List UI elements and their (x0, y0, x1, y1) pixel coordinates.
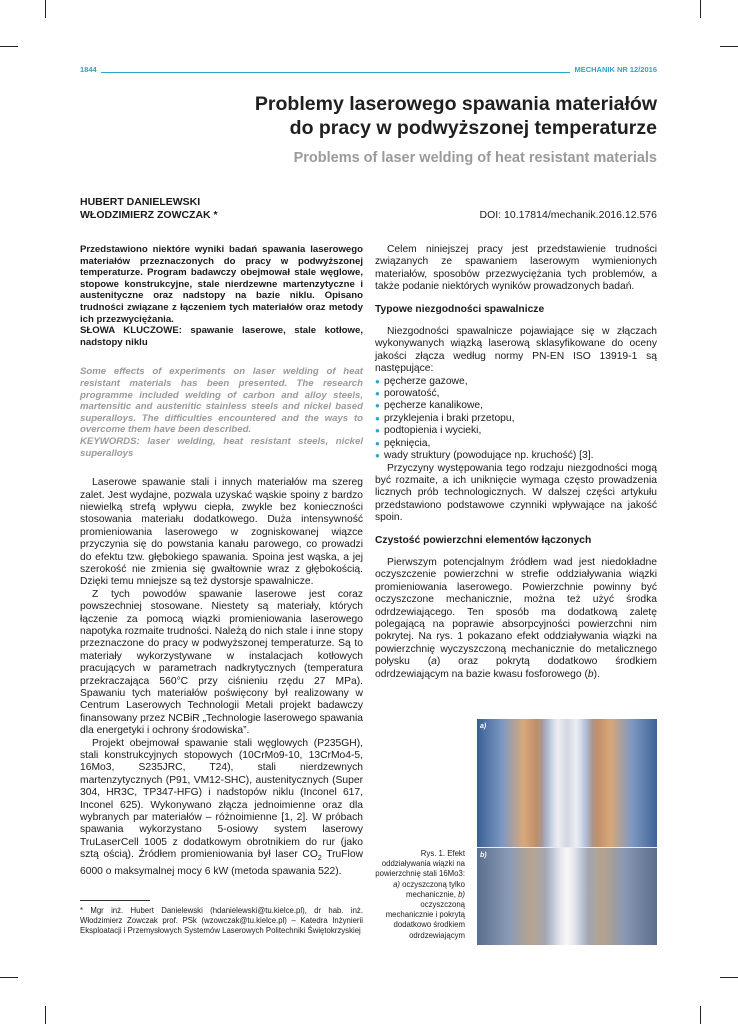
paragraph: Przyczyny występowania tego rodzaju niezgodności mogą być rozmaite, a ich uniknięcie wymaga często prowadzenia licznych prób technologicznych. W dalszej części artykułu przedstawiono podstawowe czynniki wpływające na jakość spoin. (375, 462, 657, 524)
paragraph: Laserowe spawanie stali i innych materiałów ma szereg zalet. Jest wydajne, pozwala uzyskać wąskie spoiny z bardzo niewielką strefą wpływu ciepła, zwykle bez konieczności stosowania materiału dodatkowego. Duża intensywność promieniowania laserowego w zogniskowanej wiązce przyczynia się do powstania kanału parowego, co prowadzi do efektu tzw. głębokiego spawania. Spoina jest wąska, a jej szerokość nie zmienia się gwałtownie wraz z głębokością. Dzięki temu mniejsze są też dystorsje spawalnicze. (80, 477, 363, 588)
crop-mark (700, 0, 701, 18)
magazine-issue: MECHANIK NR 12/2016 (570, 65, 657, 74)
list-item: ● pęknięcia, (375, 438, 657, 450)
footnote-rule (80, 900, 150, 901)
text-run: oczyszczoną tylko mechanicznie, (400, 879, 465, 899)
list-item: ● podtopienia i wycieki, (375, 425, 657, 437)
paragraph: Z tych powodów spawanie laserowe jest coraz powszechniej stosowane. Niestety są materiały, których łączenie za pomocą wiązki promieniowania laserowego napotyka rozmaite trudności. Należą do nich stale i inne stopy przeznaczone do pracy w podwyższonej temperaturze. Są to materiały wykorzystywane w instalacjach kotłowych pracujących w parametrach nadkrytycznych (temperatura przekraczająca 560°C przy ciśnieniu rzędu 27 MPa). Spawaniu tych materiałów poświęcony był realizowany w Centrum Laserowych Technologii Metali projekt badawczy finansowany przez NCBiR „Technologie laserowego spawania dla energetyki i ochrony środowiska”. (80, 588, 363, 737)
article-subtitle: Problems of laser welding of heat resistant materials (293, 150, 657, 166)
abstract-english (80, 366, 363, 459)
figure-label-a: a) (480, 723, 487, 730)
author: HUBERT DANIELEWSKI (80, 196, 201, 208)
title-line: do pracy w podwyższonej temperaturze (289, 117, 657, 139)
crop-mark (45, 0, 46, 18)
right-column (375, 244, 657, 681)
text-run: Rys. 1. Efekt oddziaływania wiązki na powierzchnię stali 16Mo3: (375, 849, 465, 879)
section-heading: Typowe niezgodności spawalnicze (375, 303, 545, 315)
paragraph (375, 557, 657, 681)
text-run: oczyszczoną mechanicznie i pokrytą dodatkowo środkiem odrdzewiającym (385, 900, 465, 940)
header-rule (100, 72, 650, 73)
page-number: 1844 (80, 65, 101, 74)
abstract-text: Some effects of experiments on laser welding of heat resistant materials has been presented. The research programme included welding of carbon and alloy steels, martensitic and austenitic stainless steels and nickel based superalloys. The difficulties encountered and the ways to overcome them have been described. (80, 366, 363, 436)
doi: DOI: 10.17814/mechanik.2016.12.576 (479, 209, 657, 221)
list-item: ● wady struktury (powodujące np. kruchość) [3]. (375, 450, 657, 462)
paragraph (80, 738, 363, 879)
abstract-polish (80, 244, 363, 348)
figure-caption (375, 849, 465, 941)
figure-label-b: b) (480, 852, 487, 859)
authors (80, 196, 218, 222)
crop-mark (0, 46, 18, 47)
defect-list (375, 376, 657, 463)
article-title (137, 92, 657, 140)
author: WŁODZIMIERZ ZOWCZAK * (80, 209, 218, 221)
keywords-polish: SŁOWA KLUCZOWE: spawanie laserowe, stale kotłowe, nadstopy niklu (80, 325, 363, 348)
list-item: ● pęcherze gazowe, (375, 376, 657, 388)
text-run: b) (458, 889, 465, 899)
crop-mark (720, 46, 738, 47)
title-line: Problemy laserowego spawania materiałów (254, 93, 657, 115)
crop-mark (45, 1006, 46, 1024)
list-item: ● porowatość, (375, 388, 657, 400)
paragraph: Celem niniejszej pracy jest przedstawienie trudności związanych ze spawaniem laserowym wymienionych materiałów, sposobów przezwyciężania tych problemów, a także podanie niektórych wyników prowadzonych badań. (375, 244, 657, 293)
crop-mark (720, 977, 738, 978)
text-run: Projekt obejmował spawanie stali węglowych (P235GH), stali konstrukcyjnych stopowych (10CrMo9-10, 13CrMo4-5, 16Mo3, S235JRC, T24), stali nierdzewnych martenzytycznych (P91, VM12-SHC), austenitycznych (Super 304, HR3C, TP347-HFG) i nadstopów niklu (Inconel 617, Inconel 625). Wykonywano złącza jednoimienne oraz dla wybranych par materiałów – różnoimienne [1, 2]. W próbach spawania wykorzystano 5-osiowy system laserowy TruLaserCell 1005 z dodatkowym obrotnikiem do rur (jako sztą ością). Źródłem promieniowania był laser CO (80, 737, 363, 861)
text-run: ). (593, 668, 600, 680)
abstract-text: Przedstawiono niektóre wyniki badań spawania laserowego materiałów przeznaczonych do pracy w podwyższonej temperaturze. Program badawczy obejmował stale węglowe, stopowe konstrukcyjne, stale nierdzewne martenzytyczne i austenityczne oraz nadstopy na bazie niklu. Opisano trudności związane z łączeniem tych materiałów oraz metody ich przezwyciężania. (80, 244, 363, 325)
keywords-english: KEYWORDS: laser welding, heat resistant steels, nickel superalloys (80, 435, 363, 459)
left-column (80, 244, 363, 878)
weld-photo (477, 719, 657, 945)
weld-photo-b (477, 847, 657, 945)
section-heading: Czystość powierzchni elementów łączonych (375, 534, 592, 546)
paragraph: Niezgodności spawalnicze pojawiające się w złączach wykonywanych wiązką laserową sklasyfikowane do oceny jakości złącza według normy PN-EN ISO 13919-1 są następujące: (375, 326, 657, 375)
text-run: a (431, 656, 437, 668)
text-run: Pierwszym potencjalnym źródłem wad jest niedokładne oczyszczenie powierzchni w strefie oddziaływania wiązki promieniowania laserowego. Powierzchnie powinny być oczyszczone mechanicznie, można też użyć środka odrdzewiającego. Ten sposób ma dodatkową zaletę polegającą na poprawie absorpcyjności powierzchni nim pokrytej. Na rys. 1 pokazano efekt oddziaływania wiązki na powierzchnię wyczyszczoną mechanicznie do metalicznego połysku ( (375, 556, 657, 668)
list-item: ● pęcherze kanalikowe, (375, 400, 657, 412)
list-item: ● przyklejenia i braki przetopu, (375, 413, 657, 425)
footnote: * Mgr inż. Hubert Danielewski (hdanielewski@tu.kielce.pl), dr hab. inż. Włodzimierz Zowczak prof. PSk (wzowczak@tu.kielce.pl) – Katedra Inżynierii Eksploatacji i Przemysłowych Systemów Laserowych Politechniki Świętokrzyskiej (80, 906, 363, 936)
body-text (80, 477, 363, 878)
text-run: b (587, 668, 594, 680)
crop-mark (700, 1006, 701, 1024)
subscript: 2 (317, 855, 322, 863)
crop-mark (0, 977, 18, 978)
text-run: a) (393, 879, 400, 889)
text-run: TruFlow 6000 o maksymalnej mocy 6 kW (metoda spawania 522). (80, 849, 364, 877)
text-run: ) oraz pokrytą dodatkowo środkiem odrdzewiającym na bazie kwasu fosforowego ( (375, 656, 658, 680)
